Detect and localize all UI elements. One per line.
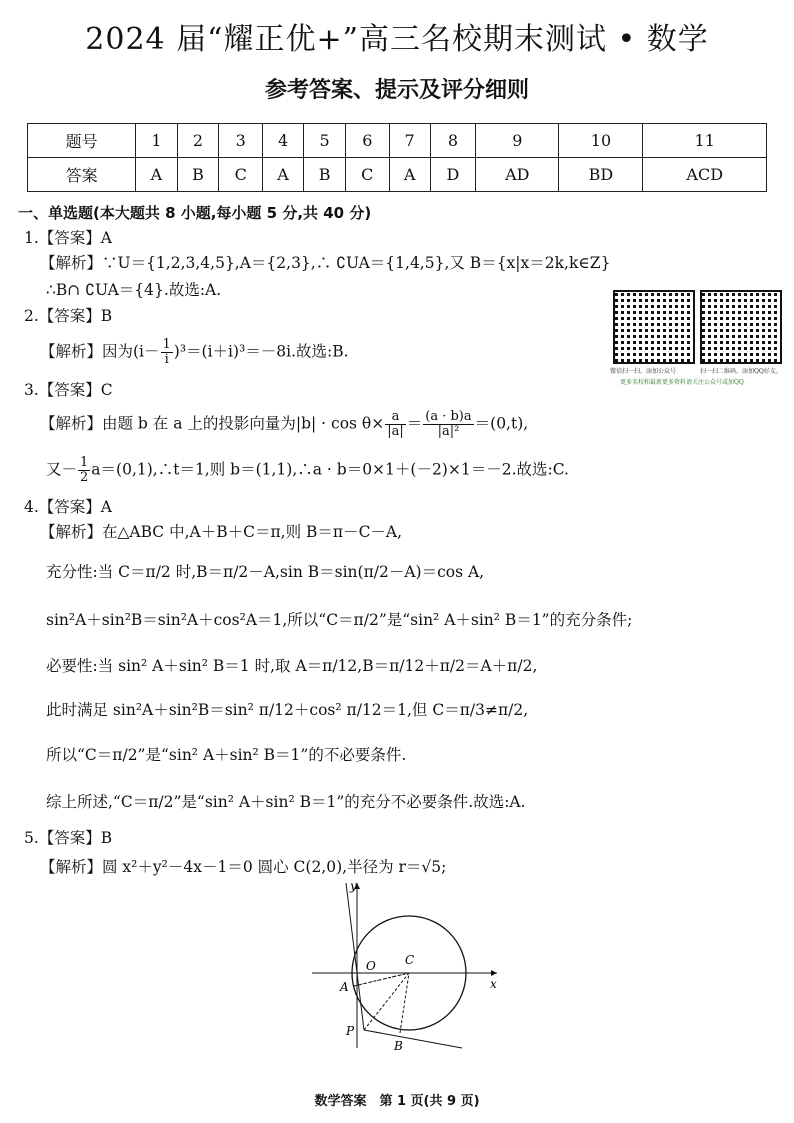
table-cell: AD <box>476 158 559 192</box>
q4-line-1: 【解析】在△ABC 中,A＋B＋C＝π,则 B＝π－C－A, <box>40 523 403 541</box>
q3-answer: 3.【答案】C <box>24 381 113 399</box>
circle-tangent-figure <box>312 878 512 1053</box>
table-cell: C <box>346 158 389 192</box>
qr-code-left <box>613 290 695 364</box>
table-cell: 9 <box>476 124 559 158</box>
fraction-top: a <box>385 410 406 425</box>
fraction-bottom: i <box>164 352 169 367</box>
label-y: y <box>350 879 357 893</box>
x-axis-arrow <box>491 970 497 976</box>
qr-code-right <box>700 290 782 364</box>
label-p: P <box>346 1024 355 1038</box>
qr-note: 更多名校和最新更多资料请关注公众号或加QQ <box>620 379 744 386</box>
page-subtitle: 参考答案、提示及评分细则 <box>264 77 529 103</box>
table-cell: B <box>177 158 219 192</box>
table-cell: 11 <box>643 124 767 158</box>
table-cell: BD <box>559 158 643 192</box>
q4-answer: 4.【答案】A <box>24 498 112 516</box>
table-cell: A <box>389 158 430 192</box>
answer-table-answer-row <box>28 158 767 192</box>
fraction-top: (a · b)a <box>425 409 472 424</box>
section-heading: 一、单选题(本大题共 8 小题,每小题 5 分,共 40 分) <box>18 204 372 222</box>
label-o: O <box>366 959 376 973</box>
page-title: 2024 届“耀正优+”高三名校期末测试 • 数学 <box>85 22 709 57</box>
q3-text-b: ＝(0,t), <box>474 414 529 433</box>
table-cell: 4 <box>262 124 303 158</box>
fraction <box>78 456 90 485</box>
q1-answer: 1.【答案】A <box>24 229 112 247</box>
fraction-bottom: |a|² <box>437 424 460 439</box>
segment-ac-dots <box>354 973 409 986</box>
fraction-bottom: 2 <box>80 470 89 485</box>
table-cell: A <box>136 158 177 192</box>
q3-eq: ＝ <box>406 414 423 433</box>
fraction <box>423 410 473 439</box>
page-footer: 数学答案 第 1 页(共 9 页) <box>314 1094 480 1109</box>
tangent-line-pa <box>346 883 364 1030</box>
table-cell: 5 <box>304 124 346 158</box>
fraction-bottom: |a| <box>387 424 404 439</box>
table-cell: 1 <box>136 124 177 158</box>
q4-line-4: 必要性:当 sin² A＋sin² B＝1 时,取 A＝π/12,B＝π/12＋π/2＝A＋π/2, <box>46 657 538 675</box>
q1-line-1: 【解析】∵U＝{1,2,3,4,5},A＝{2,3},∴ ∁UA＝{1,4,5},又 B＝{x|x＝2k,k∈Z} <box>40 254 611 272</box>
table-cell: 3 <box>219 124 262 158</box>
table-cell: 6 <box>346 124 389 158</box>
table-cell: A <box>262 158 303 192</box>
table-cell: 2 <box>177 124 219 158</box>
table-cell: 8 <box>430 124 475 158</box>
q3-text-d: a＝(0,1),∴t＝1,则 b＝(1,1),∴a · b＝0×1＋(－2)×1＝－2.故选:C. <box>91 460 569 479</box>
q3-line-2 <box>46 456 569 485</box>
q4-line-2: 充分性:当 C＝π/2 时,B＝π/2－A,sin B＝sin(π/2－A)＝cos A, <box>46 563 485 581</box>
answer-table-number-row <box>28 124 767 158</box>
q2-line-1 <box>40 338 349 367</box>
q2-text-a: 【解析】因为(i－ <box>40 342 160 361</box>
table-cell: B <box>304 158 346 192</box>
table-cell: ACD <box>643 158 767 192</box>
table-cell: C <box>219 158 262 192</box>
q2-text-b: )³＝(i＋i)³＝－8i.故选:B. <box>173 342 349 361</box>
table-header-cell: 题号 <box>28 124 136 158</box>
table-cell: 7 <box>389 124 430 158</box>
q4-line-6: 所以“C＝π/2”是“sin² A＋sin² B＝1”的不必要条件. <box>46 746 407 764</box>
table-cell: 10 <box>559 124 643 158</box>
label-c: C <box>405 953 415 967</box>
q4-line-7: 综上所述,“C＝π/2”是“sin² A＋sin² B＝1”的充分不必要条件.故选:A. <box>46 793 526 811</box>
qr-caption-left: 微信扫一扫，添加公众号 <box>610 368 677 375</box>
q1-line-2: ∴B∩ ∁UA＝{4}.故选:A. <box>46 281 222 299</box>
q4-line-5: 此时满足 sin²A＋sin²B＝sin² π/12＋cos² π/12＝1,但 C＝π/3≠π/2, <box>46 701 529 719</box>
q3-line-1 <box>40 410 528 439</box>
answer-table <box>27 123 767 192</box>
q3-text-c: 又－ <box>46 460 78 479</box>
table-cell: D <box>430 158 475 192</box>
q2-answer: 2.【答案】B <box>24 307 113 325</box>
qr-caption-right: 扫一扫二维码，添加QQ好友。 <box>700 368 782 375</box>
q3-text-a: 【解析】由题 b 在 a 上的投影向量为|b| · cos θ× <box>40 414 385 433</box>
label-a: A <box>340 980 349 994</box>
fraction-top: 1 <box>80 455 89 470</box>
q4-line-3: sin²A＋sin²B＝sin²A＋cos²A＝1,所以“C＝π/2”是“sin² A＋sin² B＝1”的充分条件; <box>46 611 633 629</box>
label-b: B <box>394 1039 403 1053</box>
fraction <box>385 410 406 439</box>
label-x: x <box>490 977 497 991</box>
q5-line-1: 【解析】圆 x²＋y²－4x－1＝0 圆心 C(2,0),半径为 r＝√5; <box>40 858 447 876</box>
q5-answer: 5.【答案】B <box>24 829 113 847</box>
table-header-cell: 答案 <box>28 158 136 192</box>
tangent-line-pb <box>364 1030 462 1048</box>
fraction <box>161 338 173 367</box>
fraction-top: 1 <box>162 337 171 352</box>
